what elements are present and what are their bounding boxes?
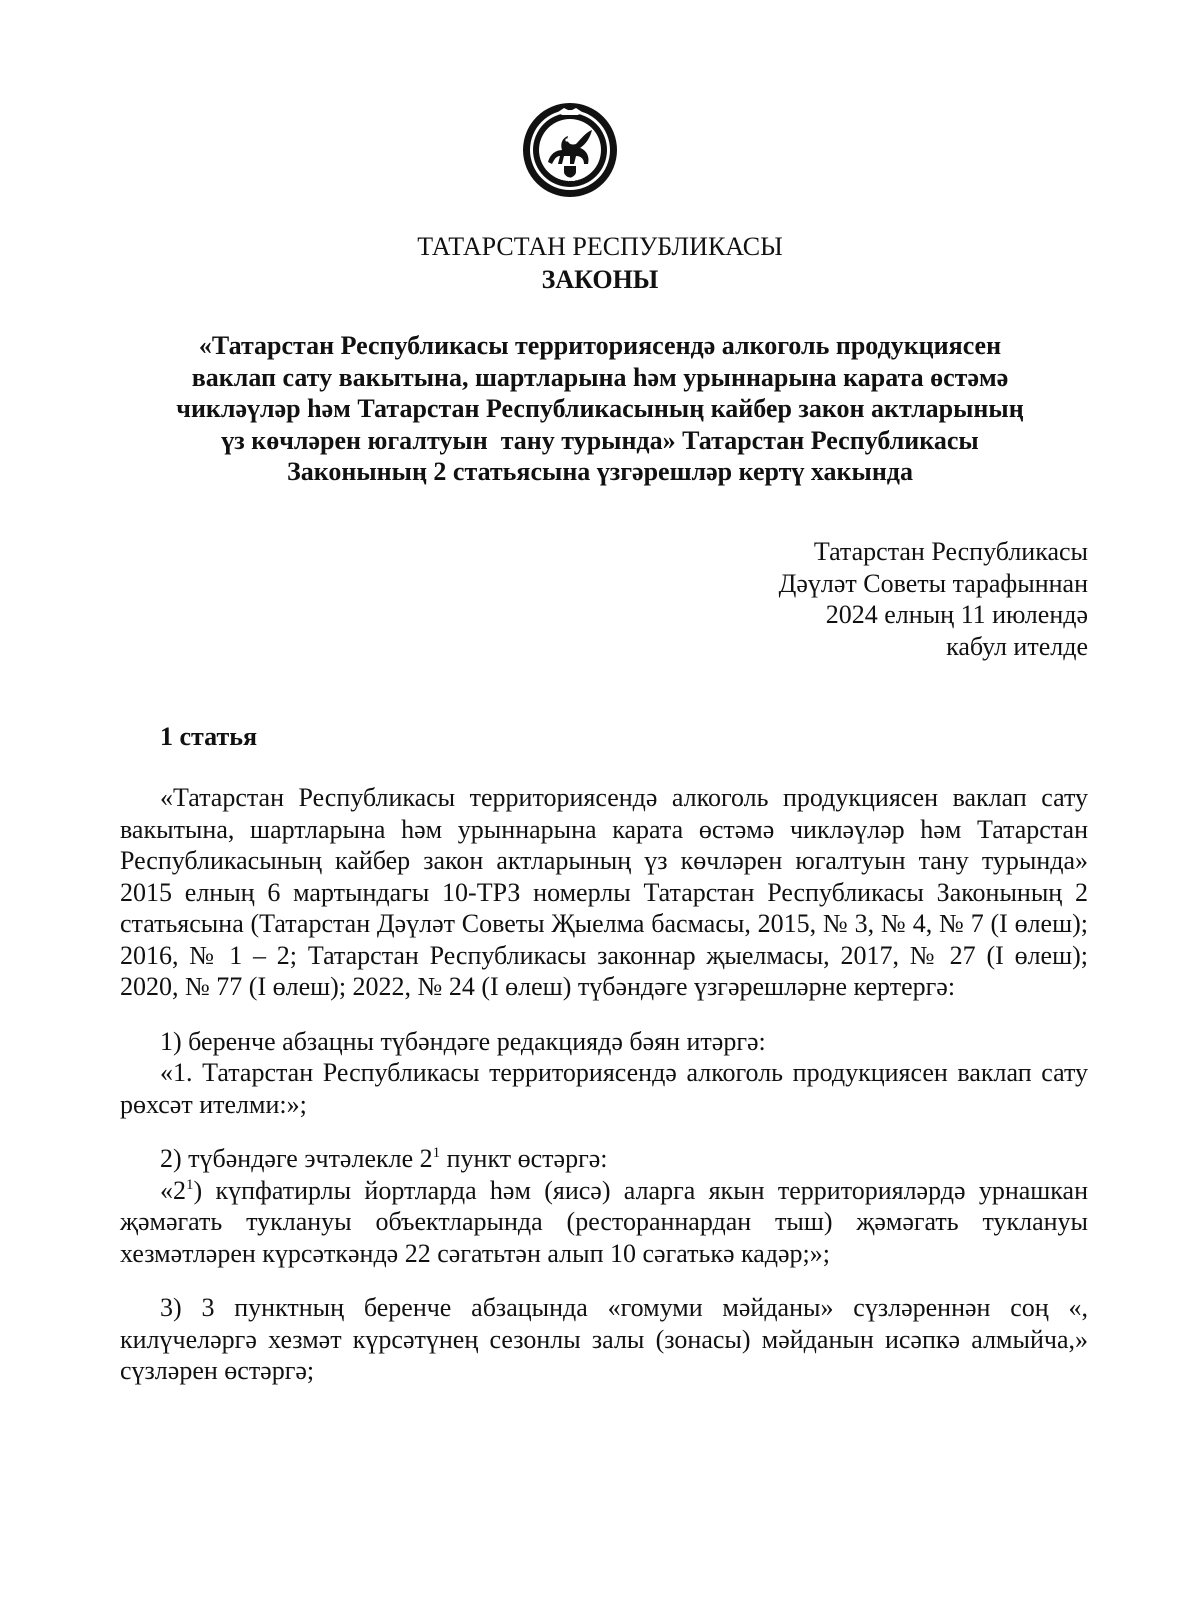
law-title-line: «Татарстан Республикасы территориясендә алкоголь продукциясен [198,331,1002,360]
state-emblem [520,100,620,200]
item-2-text-end: пункт өстәргә: [440,1144,608,1173]
adoption-line: кабул ителде [946,631,1088,661]
law-title-line: ваклап сату вакытына, шартларына һәм урыннарына карата өстәмә [191,362,1009,392]
adoption-line: 2024 елның 11 июлендә [825,600,1088,629]
item-1: 1) беренче абзацны түбәндәге редакциядә бәян итәргә: [160,1026,766,1056]
item-1-quote: «1. Татарстан Республикасы территориясендә алкоголь продукциясен ваклап сату рөхсәт ителми:»; [120,1058,1088,1119]
item-2-superscript: 1 [432,1145,441,1161]
law-title [150,330,1050,488]
adoption-note [700,536,1088,662]
item-2-quote-start: «2 [160,1175,186,1205]
svg-text:ТАТАРСТАН: ТАТАРСТАН [551,172,589,184]
item-2-quote-text: ) күпфатирлы йортларда һәм (яисә) аларга якын территорияләрдә урнашкан җәмәгать туклануы объектларында (рестораннардан тыш) җәмәгать туклануы хезмәтләрен күрсәткәндә 22 сәгатьтән алып 10 сәгатькә кадәр;»; [120,1175,1088,1268]
item-2-quote-superscript: 1 [186,1176,194,1193]
law-title-line: үз көчләрен югалтуын тану турында» Татарстан Республикасы [221,425,979,455]
law-title-line: чикләүләр һәм Татарстан Республикасының кайбер закон актларының [176,394,1024,423]
adoption-line: Татарстан Республикасы [813,537,1088,566]
article-body [120,782,1088,1387]
item-2-text: 2) түбәндәге эчтәлекле 2 [160,1144,433,1173]
document-authority: ТАТАРСТАН РЕСПУБЛИКАСЫ [417,232,783,261]
emblem-seal-icon [520,100,620,200]
item-2-quote [120,1175,1088,1270]
law-title-line: Законының 2 статьясына үзгәрешләр кертү хакында [287,457,913,486]
document-type: ЗАКОНЫ [541,265,659,294]
intro-paragraph: «Татарстан Республикасы территориясендә алкоголь продукциясен ваклап сату вакытына, шартларына һәм урыннарына карата өстәмә чикләүләр һәм Татарстан Республикасының кайбер закон актларының үз көчләрен югалтуын тану турында» 2015 елның 6 мартындагы 10-ТРЗ номерлы Татарстан Республикасы Законының 2 статьясына (Татарстан Дәүләт Советы Җыелма басмасы, 2015, № 3, № 4, № 7 (I өлеш); 2016, № 1 – 2; Татарстан Республикасы законнар җыелмасы, 2017, № 27 (I өлеш); 2020, № 77 (I өлеш); 2022, № 24 (I өлеш) түбәндәге үзгәрешләрне кертергә: [120,783,1088,1001]
item-3: 3) 3 пунктның беренче абзацында «гомуми мәйданы» сүзләреннән соң «, килүчеләргә хезмәт күрсәтүнең сезонлы залы (зонасы) мәйданын исәпкә алмыйча,» сүзләрен өстәргә; [120,1293,1088,1385]
article-heading: 1 статья [160,722,258,751]
item-2 [120,1143,1088,1175]
adoption-line: Дәүләт Советы тарафыннан [778,568,1088,598]
